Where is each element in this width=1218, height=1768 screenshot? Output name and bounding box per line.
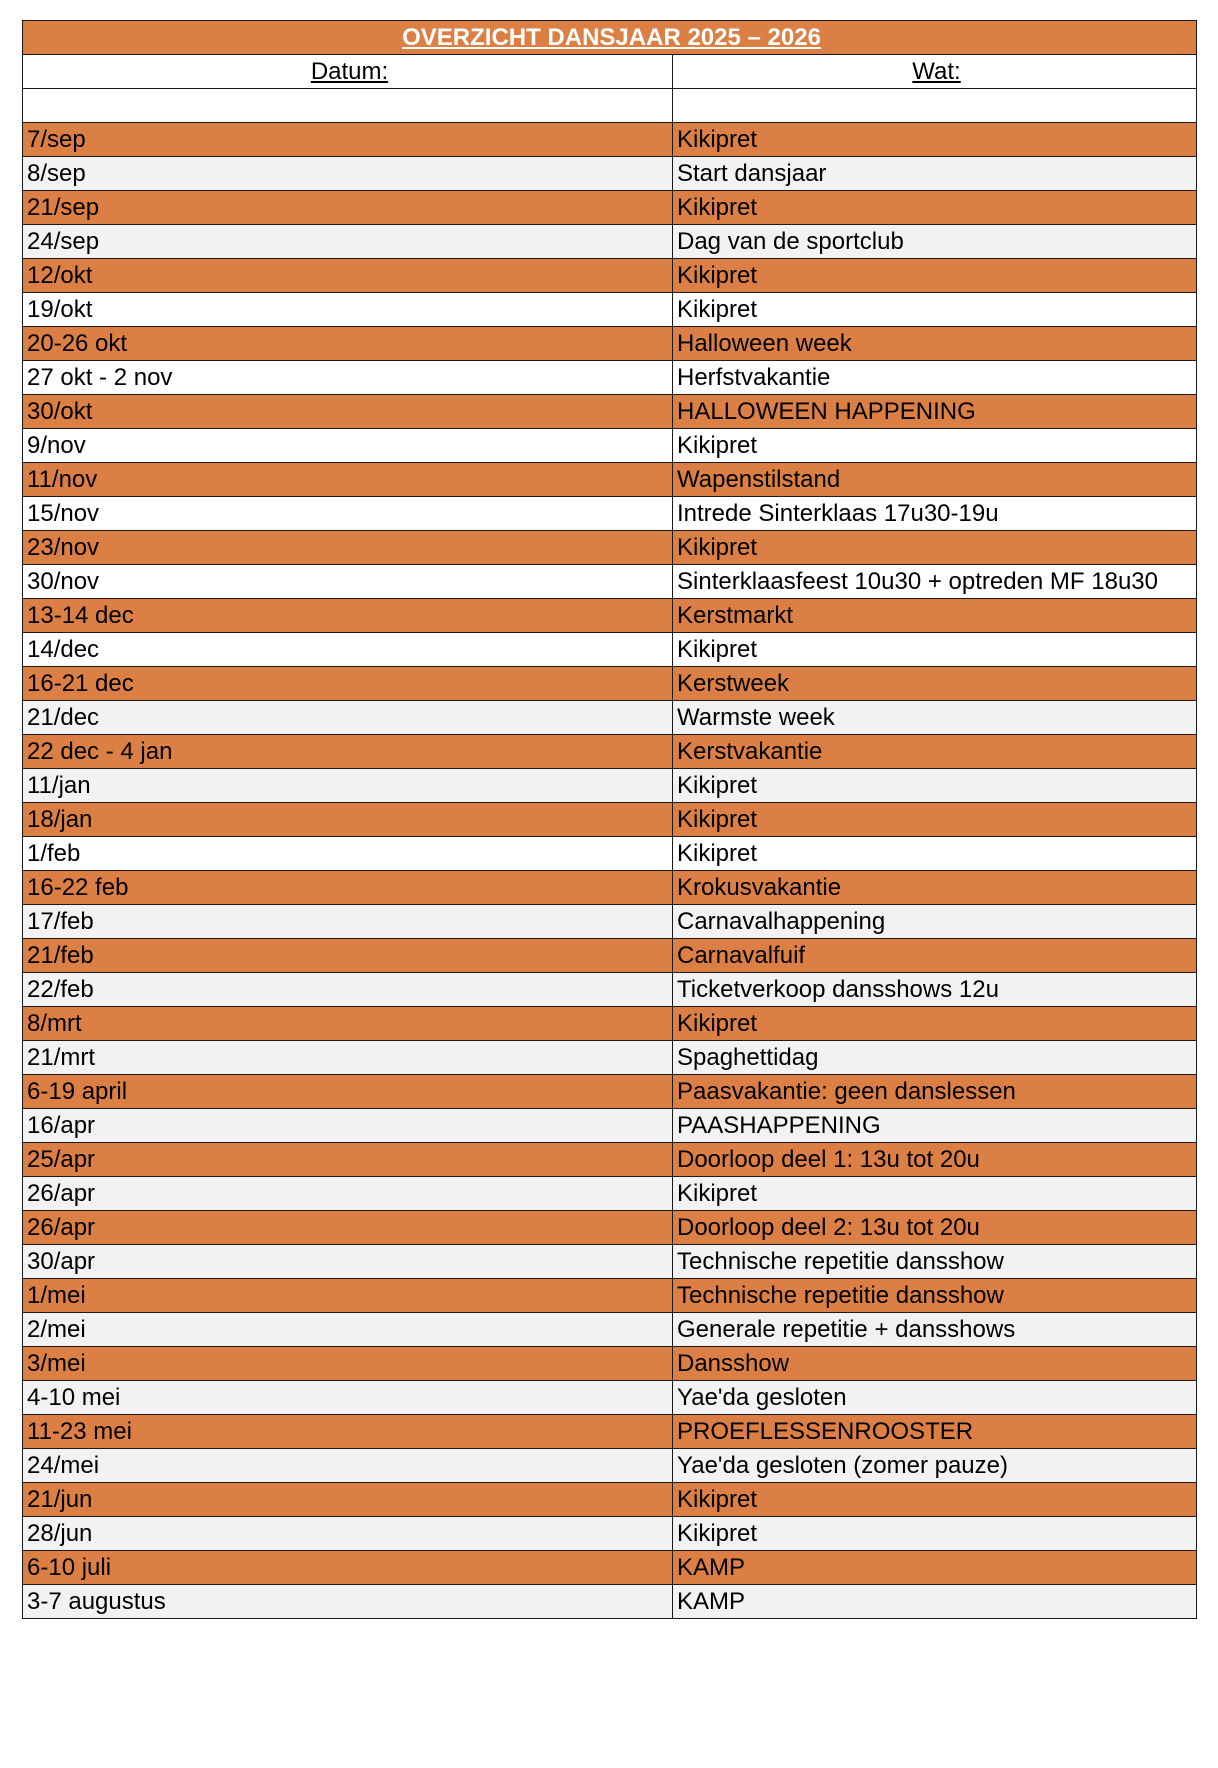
table-row	[23, 1517, 1197, 1551]
wat-cell: Carnavalfuif	[673, 939, 1197, 973]
datum-cell: 24/sep	[23, 225, 673, 259]
wat-cell: Kikipret	[673, 191, 1197, 225]
datum-cell: 1/feb	[23, 837, 673, 871]
datum-cell: 20-26 okt	[23, 327, 673, 361]
datum-cell: 13-14 dec	[23, 599, 673, 633]
wat-cell: KAMP	[673, 1585, 1197, 1619]
wat-cell: Kikipret	[673, 1177, 1197, 1211]
wat-cell: Dag van de sportclub	[673, 225, 1197, 259]
table-row	[23, 1177, 1197, 1211]
wat-cell: Spaghettidag	[673, 1041, 1197, 1075]
table-row	[23, 361, 1197, 395]
table-row	[23, 599, 1197, 633]
datum-cell: 26/apr	[23, 1177, 673, 1211]
wat-cell: Kikipret	[673, 429, 1197, 463]
datum-cell: 27 okt - 2 nov	[23, 361, 673, 395]
datum-cell: 26/apr	[23, 1211, 673, 1245]
datum-cell: 6-10 juli	[23, 1551, 673, 1585]
table-row	[23, 429, 1197, 463]
wat-cell: Kikipret	[673, 293, 1197, 327]
table-row	[23, 497, 1197, 531]
table-row	[23, 1585, 1197, 1619]
wat-cell: Kikipret	[673, 633, 1197, 667]
wat-cell: Kikipret	[673, 1007, 1197, 1041]
datum-cell: 11/jan	[23, 769, 673, 803]
datum-cell: 22/feb	[23, 973, 673, 1007]
wat-cell: PROEFLESSENROOSTER	[673, 1415, 1197, 1449]
table-row	[23, 395, 1197, 429]
table-row	[23, 1483, 1197, 1517]
wat-cell: Wapenstilstand	[673, 463, 1197, 497]
datum-cell: 1/mei	[23, 1279, 673, 1313]
table-row	[23, 701, 1197, 735]
datum-cell: 19/okt	[23, 293, 673, 327]
table-row	[23, 769, 1197, 803]
datum-cell: 21/feb	[23, 939, 673, 973]
table-row	[23, 1551, 1197, 1585]
table-row	[23, 565, 1197, 599]
table-row	[23, 1313, 1197, 1347]
table-row	[23, 191, 1197, 225]
wat-cell: KAMP	[673, 1551, 1197, 1585]
datum-cell: 22 dec - 4 jan	[23, 735, 673, 769]
wat-cell: Kikipret	[673, 1517, 1197, 1551]
datum-cell: 9/nov	[23, 429, 673, 463]
table-row	[23, 871, 1197, 905]
title-row	[23, 21, 1197, 55]
wat-cell: Sinterklaasfeest 10u30 + optreden MF 18u30	[673, 565, 1197, 599]
datum-cell: 3-7 augustus	[23, 1585, 673, 1619]
datum-cell: 21/sep	[23, 191, 673, 225]
table-row	[23, 1347, 1197, 1381]
datum-cell: 21/jun	[23, 1483, 673, 1517]
table-row	[23, 463, 1197, 497]
datum-cell: 15/nov	[23, 497, 673, 531]
datum-cell: 17/feb	[23, 905, 673, 939]
blank-cell	[673, 89, 1197, 123]
table-row	[23, 1041, 1197, 1075]
table-row	[23, 1279, 1197, 1313]
header-row	[23, 55, 1197, 89]
datum-cell: 4-10 mei	[23, 1381, 673, 1415]
wat-cell: Paasvakantie: geen danslessen	[673, 1075, 1197, 1109]
table-row	[23, 803, 1197, 837]
wat-cell: Carnavalhappening	[673, 905, 1197, 939]
datum-cell: 7/sep	[23, 123, 673, 157]
datum-cell: 28/jun	[23, 1517, 673, 1551]
datum-cell: 8/mrt	[23, 1007, 673, 1041]
datum-cell: 30/okt	[23, 395, 673, 429]
table-row	[23, 1075, 1197, 1109]
datum-cell: 12/okt	[23, 259, 673, 293]
schedule-table	[22, 20, 1197, 1619]
wat-cell: PAASHAPPENING	[673, 1109, 1197, 1143]
table-row	[23, 157, 1197, 191]
table-row	[23, 1143, 1197, 1177]
datum-cell: 21/mrt	[23, 1041, 673, 1075]
wat-cell: Technische repetitie dansshow	[673, 1279, 1197, 1313]
table-row	[23, 1449, 1197, 1483]
wat-cell: Halloween week	[673, 327, 1197, 361]
table-row	[23, 1109, 1197, 1143]
wat-cell: Dansshow	[673, 1347, 1197, 1381]
wat-cell: Kikipret	[673, 259, 1197, 293]
page-title: OVERZICHT DANSJAAR 2025 – 2026	[23, 21, 1197, 55]
table-row	[23, 1415, 1197, 1449]
blank-row	[23, 89, 1197, 123]
wat-cell: Generale repetitie + dansshows	[673, 1313, 1197, 1347]
table-row	[23, 1211, 1197, 1245]
datum-cell: 3/mei	[23, 1347, 673, 1381]
wat-cell: Kikipret	[673, 769, 1197, 803]
datum-cell: 14/dec	[23, 633, 673, 667]
wat-cell: Yae'da gesloten	[673, 1381, 1197, 1415]
table-row	[23, 123, 1197, 157]
wat-cell: Kikipret	[673, 837, 1197, 871]
table-row	[23, 905, 1197, 939]
wat-cell: Doorloop deel 2: 13u tot 20u	[673, 1211, 1197, 1245]
datum-cell: 16/apr	[23, 1109, 673, 1143]
wat-cell: Ticketverkoop dansshows 12u	[673, 973, 1197, 1007]
datum-cell: 21/dec	[23, 701, 673, 735]
datum-cell: 16-22 feb	[23, 871, 673, 905]
table-row	[23, 1381, 1197, 1415]
table-row	[23, 973, 1197, 1007]
wat-cell: Krokusvakantie	[673, 871, 1197, 905]
wat-cell: Intrede Sinterklaas 17u30-19u	[673, 497, 1197, 531]
table-row	[23, 633, 1197, 667]
wat-cell: Kikipret	[673, 803, 1197, 837]
wat-cell: Kerstmarkt	[673, 599, 1197, 633]
table-row	[23, 939, 1197, 973]
wat-cell: Kikipret	[673, 1483, 1197, 1517]
table-row	[23, 1007, 1197, 1041]
wat-cell: Kerstvakantie	[673, 735, 1197, 769]
table-row	[23, 259, 1197, 293]
table-row	[23, 225, 1197, 259]
table-row	[23, 327, 1197, 361]
table-row	[23, 735, 1197, 769]
header-datum: Datum:	[23, 55, 673, 89]
wat-cell: Herfstvakantie	[673, 361, 1197, 395]
datum-cell: 2/mei	[23, 1313, 673, 1347]
datum-cell: 30/apr	[23, 1245, 673, 1279]
table-row	[23, 837, 1197, 871]
datum-cell: 23/nov	[23, 531, 673, 565]
datum-cell: 16-21 dec	[23, 667, 673, 701]
table-row	[23, 531, 1197, 565]
wat-cell: Warmste week	[673, 701, 1197, 735]
datum-cell: 18/jan	[23, 803, 673, 837]
wat-cell: Kikipret	[673, 123, 1197, 157]
datum-cell: 25/apr	[23, 1143, 673, 1177]
table-row	[23, 1245, 1197, 1279]
wat-cell: Doorloop deel 1: 13u tot 20u	[673, 1143, 1197, 1177]
blank-cell	[23, 89, 673, 123]
wat-cell: HALLOWEEN HAPPENING	[673, 395, 1197, 429]
datum-cell: 11/nov	[23, 463, 673, 497]
wat-cell: Kikipret	[673, 531, 1197, 565]
header-wat: Wat:	[673, 55, 1197, 89]
wat-cell: Technische repetitie dansshow	[673, 1245, 1197, 1279]
wat-cell: Kerstweek	[673, 667, 1197, 701]
table-row	[23, 667, 1197, 701]
datum-cell: 6-19 april	[23, 1075, 673, 1109]
datum-cell: 11-23 mei	[23, 1415, 673, 1449]
datum-cell: 24/mei	[23, 1449, 673, 1483]
wat-cell: Yae'da gesloten (zomer pauze)	[673, 1449, 1197, 1483]
wat-cell: Start dansjaar	[673, 157, 1197, 191]
datum-cell: 30/nov	[23, 565, 673, 599]
datum-cell: 8/sep	[23, 157, 673, 191]
table-row	[23, 293, 1197, 327]
